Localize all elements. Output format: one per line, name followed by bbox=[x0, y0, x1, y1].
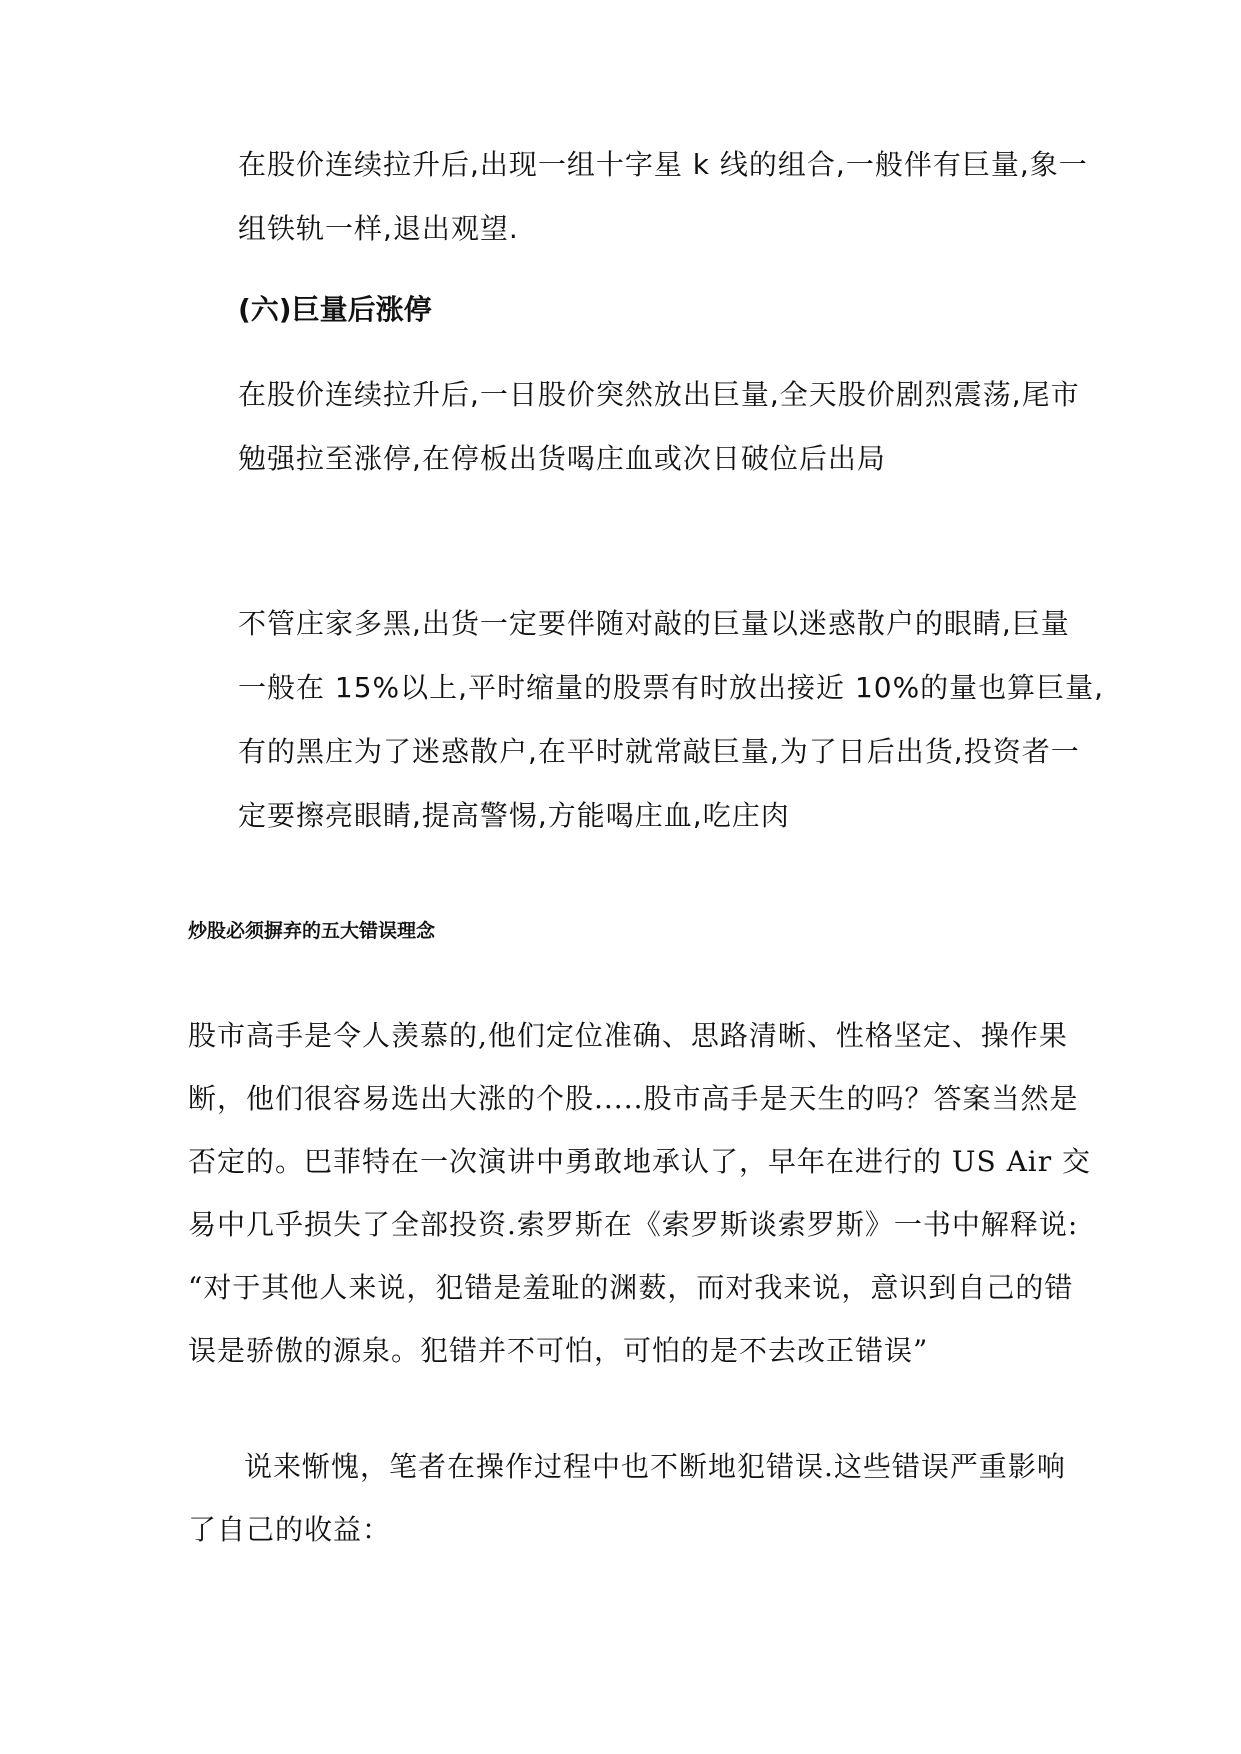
text-line: 一般在 15%以上,平时缩量的股票有时放出接近 10%的量也算巨量, bbox=[238, 671, 1105, 704]
text-line: 不管庄家多黑,出货一定要伴随对敲的巨量以迷惑散户的眼睛,巨量 bbox=[238, 607, 1070, 640]
text-line: 定要擦亮眼睛,提高警惕,方能喝庄血,吃庄肉 bbox=[238, 799, 790, 832]
paragraph-dealer-volume bbox=[238, 592, 1104, 848]
text-line: 了自己的收益： bbox=[188, 1513, 392, 1546]
text-line: 在股价连续拉升后,一日股价突然放出巨量,全天股价剧烈震荡,尾市 bbox=[238, 378, 1080, 411]
section-heading: (六)巨量后涨停 bbox=[238, 293, 432, 326]
paragraph-limit-up-after-volume bbox=[238, 363, 1080, 491]
text-line: 有的黑庄为了迷惑散户,在平时就常敲巨量,为了日后出货,投资者一 bbox=[238, 735, 1080, 768]
text-line: 组铁轨一样,退出观望. bbox=[238, 212, 519, 245]
text-line: “对于其他人来说，犯错是羞耻的渊薮，而对我来说，意识到自己的错 bbox=[188, 1271, 1074, 1304]
paragraph-doji-signal bbox=[238, 133, 1088, 261]
text-line: 勉强拉至涨停,在停板出货喝庄血或次日破位后出局 bbox=[238, 442, 886, 475]
text-line: 股市高手是令人羡慕的,他们定位准确、思路清晰、性格坚定、操作果 bbox=[188, 1019, 1068, 1052]
article-subtitle: 炒股必须摒弃的五大错误理念 bbox=[188, 920, 436, 942]
text-line: 断，他们很容易选出大涨的个股.....股市高手是天生的吗？答案当然是 bbox=[188, 1082, 1079, 1115]
paragraph-author-mistakes bbox=[188, 1435, 1066, 1561]
text-line: 易中几乎损失了全部投资.索罗斯在《索罗斯谈索罗斯》一书中解释说: bbox=[188, 1208, 1079, 1241]
text-line: 否定的。巴菲特在一次演讲中勇敢地承认了，早年在进行的 US Air 交 bbox=[188, 1145, 1092, 1178]
paragraph-stock-experts bbox=[188, 1004, 1091, 1382]
text-line: 误是骄傲的源泉。犯错并不可怕，可怕的是不去改正错误” bbox=[188, 1334, 929, 1367]
text-line: 说来惭愧，笔者在操作过程中也不断地犯错误.这些错误严重影响 bbox=[244, 1450, 1066, 1483]
text-line: 在股价连续拉升后,出现一组十字星 k 线的组合,一般伴有巨量,象一 bbox=[238, 148, 1088, 181]
